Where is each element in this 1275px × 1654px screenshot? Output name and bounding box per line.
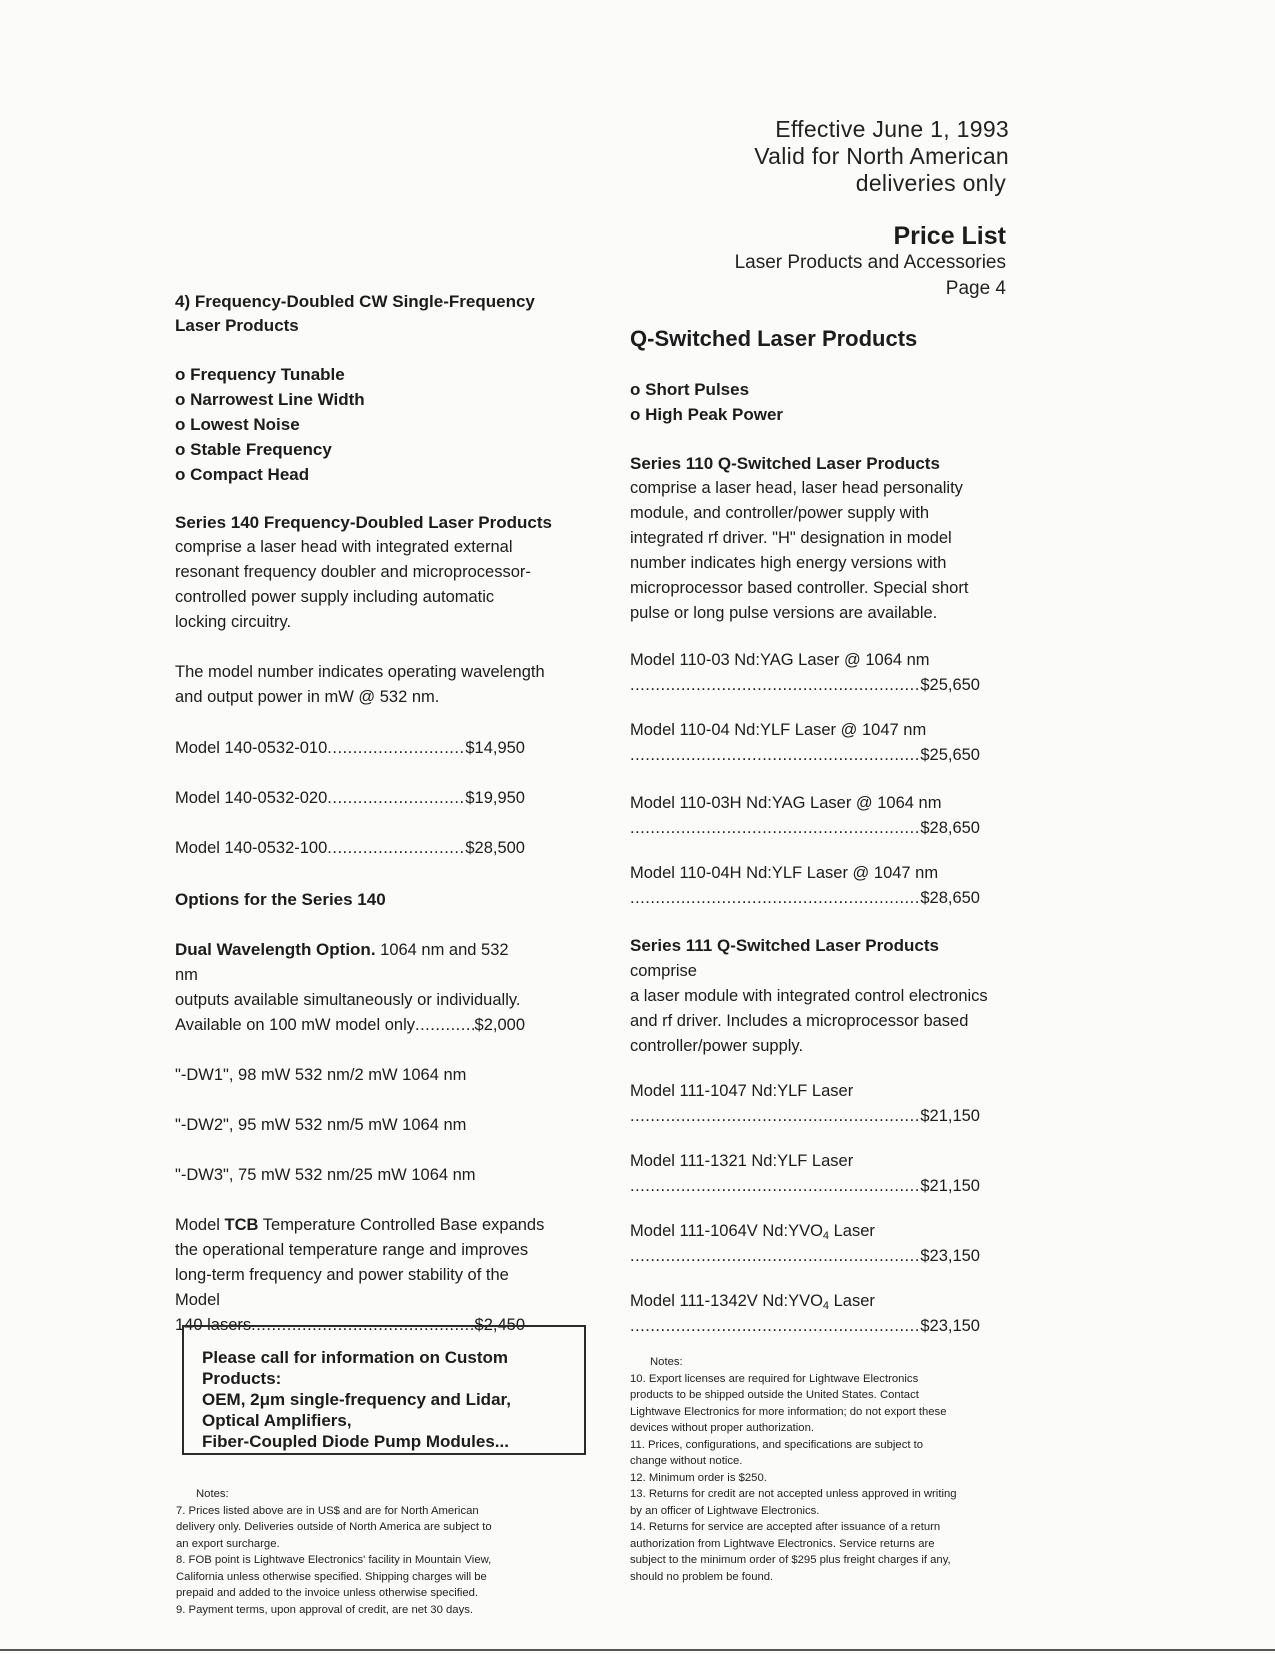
- notes-title: Notes:: [196, 1488, 229, 1500]
- note-line: an export surcharge.: [176, 1537, 280, 1550]
- model-name: [630, 1219, 980, 1244]
- model-price: $28,500: [465, 839, 525, 857]
- dw-variant: "-DW2", 95 mW 532 nm/5 mW 1064 nm: [175, 1116, 467, 1134]
- note-line: 7. Prices listed above are in US$ and are for North American: [176, 1504, 479, 1517]
- model-price: $28,650: [920, 889, 980, 907]
- note-line: products to be shipped outside the United States. Contact: [630, 1389, 919, 1401]
- valid-region: Valid for North American: [754, 143, 1009, 169]
- series110-description: [630, 476, 1010, 626]
- note-line: 14. Returns for service are accepted after issuance of a return: [630, 1521, 941, 1533]
- model-number-note: [175, 660, 565, 710]
- model-name: Model 140-0532-100: [175, 839, 328, 857]
- custom-products-box: [182, 1325, 586, 1455]
- series140-price-list: [175, 736, 525, 861]
- right-column: [630, 326, 1010, 1339]
- price-list-subtitle: Laser Products and Accessories: [734, 252, 1006, 273]
- price-row: [630, 743, 980, 768]
- dw-variant: "-DW1", 98 mW 532 nm/2 mW 1064 nm: [175, 1066, 467, 1084]
- note-line: change without notice.: [630, 1455, 743, 1467]
- tcb-text: Temperature Controlled Base expands: [262, 1216, 545, 1234]
- model-name: [630, 1149, 980, 1174]
- note-line: devices without proper authorization.: [630, 1422, 814, 1434]
- price-row: [630, 673, 980, 698]
- tcb-line: long-term frequency and power stability of the Model: [175, 1266, 509, 1309]
- model-price: $25,650: [920, 676, 980, 694]
- desc-line: comprise a laser head with integrated external: [175, 538, 513, 556]
- bullet-item: o Stable Frequency: [175, 440, 332, 459]
- box-line: [202, 1389, 584, 1410]
- price-row: [175, 1013, 525, 1038]
- model-name-text: Model 111-1047 Nd:YLF Laser: [630, 1082, 854, 1100]
- series140-description: [175, 535, 565, 635]
- model-price: $25,650: [920, 746, 980, 764]
- page-bottom-edge: [0, 1649, 1275, 1651]
- model-name: [630, 1289, 980, 1314]
- note-line: California unless otherwise specified. Shipping charges will be: [176, 1570, 487, 1583]
- box-text: m single-frequency and Lidar,: [270, 1390, 511, 1409]
- tcb-prefix: Model: [175, 1216, 220, 1234]
- dual-option-price: $2,000: [474, 1016, 525, 1034]
- subscript: 4: [822, 1300, 830, 1312]
- note-line: 9. Payment terms, upon approval of credit, are net 30 days.: [176, 1603, 474, 1616]
- price-row: [630, 1104, 980, 1129]
- subscript: 4: [822, 1230, 830, 1242]
- box-line: Please call for information on Custom Products:: [202, 1348, 509, 1388]
- options-title: Options for the Series 140: [175, 890, 386, 909]
- box-text: OEM, 2: [202, 1390, 260, 1409]
- model-price: $28,650: [920, 819, 980, 837]
- desc-line: and rf driver. Includes a microprocessor based: [630, 1012, 969, 1030]
- series111-description: [630, 933, 1010, 1059]
- desc-line: number indicates high energy versions with: [630, 554, 947, 572]
- note-line: 11. Prices, configurations, and specifications are subject to: [630, 1438, 924, 1451]
- tcb-line: the operational temperature range and improves: [175, 1241, 529, 1259]
- bullet-item: o High Peak Power: [630, 405, 784, 424]
- tcb-option: [175, 1213, 547, 1338]
- notes-title: Notes:: [650, 1356, 683, 1368]
- price-row: [630, 816, 980, 841]
- bullet-item: o Narrowest Line Width: [175, 390, 365, 409]
- left-column: [175, 290, 565, 1338]
- section-title-line2: Laser Products: [175, 316, 299, 335]
- desc-line: comprise: [630, 962, 697, 980]
- model-name: Model 110-04H Nd:YLF Laser @ 1047 nm: [630, 864, 939, 882]
- model-name: Model 140-0532-020: [175, 789, 328, 807]
- desc-line: controlled power supply including automatic: [175, 588, 495, 606]
- series111-title: Series 111 Q-Switched Laser Products: [630, 936, 939, 955]
- note-line: should no problem be found.: [630, 1570, 774, 1583]
- note-line: Lightwave Electronics for more information; do not export these: [630, 1405, 947, 1418]
- desc-line: microprocessor based controller. Special short: [630, 579, 969, 597]
- price-row: [630, 886, 980, 911]
- note-line: and output power in mW @ 532 nm.: [175, 688, 440, 706]
- dual-option-label: Dual Wavelength Option.: [175, 940, 376, 959]
- section-title-line1: 4) Frequency-Doubled CW Single-Frequency: [175, 292, 535, 311]
- note-line: 12. Minimum order is $250.: [630, 1471, 767, 1484]
- right-notes: [630, 1354, 1010, 1585]
- box-line: Fiber-Coupled Diode Pump Modules...: [202, 1432, 509, 1451]
- series140-title: Series 140 Frequency-Doubled Laser Products: [175, 513, 552, 532]
- model-name-tail: Laser: [829, 1222, 875, 1240]
- bullet-item: o Lowest Noise: [175, 415, 300, 434]
- desc-line: resonant frequency doubler and microprocessor-: [175, 563, 531, 581]
- note-line: The model number indicates operating wavelength: [175, 663, 545, 681]
- model-price: $23,150: [920, 1317, 980, 1335]
- desc-line: pulse or long pulse versions are available.: [630, 604, 938, 622]
- desc-line: integrated rf driver. "H" designation in model: [630, 529, 952, 547]
- note-line: authorization from Lightwave Electronics. Service returns are: [630, 1537, 935, 1550]
- model-name: Model 140-0532-010: [175, 739, 328, 757]
- desc-line: comprise a laser head, laser head personality: [630, 479, 963, 497]
- note-line: by an officer of Lightwave Electronics.: [630, 1504, 820, 1517]
- price-row: [175, 786, 525, 811]
- series110-title: Series 110 Q-Switched Laser Products: [630, 454, 940, 473]
- tcb-line: 140 lasers: [175, 1316, 252, 1334]
- model-price: $23,150: [920, 1247, 980, 1265]
- qswitched-title: Q-Switched Laser Products: [630, 326, 918, 351]
- dual-option-text: 1064 nm and 532 nm: [175, 941, 509, 984]
- model-name-tail: Laser: [829, 1292, 875, 1310]
- model-name: Model 110-03H Nd:YAG Laser @ 1064 nm: [630, 794, 942, 812]
- bullet-item: o Frequency Tunable: [175, 365, 345, 384]
- desc-line: controller/power supply.: [630, 1037, 804, 1055]
- price-list-title: Price List: [893, 222, 1006, 250]
- model-price: $14,950: [465, 739, 525, 757]
- price-row: [175, 736, 525, 761]
- model-name: Model 110-04 Nd:YLF Laser @ 1047 nm: [630, 721, 927, 739]
- series111-price-list: [630, 1079, 980, 1339]
- mu-symbol: μ: [259, 1390, 271, 1409]
- model-name: Model 110-03 Nd:YAG Laser @ 1064 nm: [630, 651, 930, 669]
- qswitched-bullets: [630, 377, 1010, 427]
- effective-date: Effective June 1, 1993: [775, 116, 1009, 142]
- page-number: Page 4: [945, 278, 1006, 299]
- bullet-item: o Compact Head: [175, 465, 310, 484]
- price-row: [630, 1244, 980, 1269]
- note-line: 10. Export licenses are required for Lightwave Electronics: [630, 1372, 919, 1385]
- dual-option-line: outputs available simultaneously or individually.: [175, 991, 521, 1009]
- feature-bullets: [175, 362, 565, 487]
- desc-line: a laser module with integrated control electronics: [630, 987, 988, 1005]
- deliveries-only: deliveries only: [855, 170, 1006, 196]
- price-row: [175, 836, 525, 861]
- dual-wavelength-option: [175, 937, 525, 1038]
- bullet-item: o Short Pulses: [630, 380, 750, 399]
- desc-line: locking circuitry.: [175, 613, 292, 631]
- note-line: 13. Returns for credit are not accepted unless approved in writing: [630, 1488, 957, 1500]
- price-row: [630, 1314, 980, 1339]
- left-notes: [176, 1486, 576, 1618]
- series110-price-list: [630, 648, 980, 911]
- dual-option-line: Available on 100 mW model only: [175, 1016, 415, 1034]
- dw-variant: "-DW3", 75 mW 532 nm/25 mW 1064 nm: [175, 1166, 476, 1184]
- dw-variants: [175, 1063, 565, 1188]
- note-line: prepaid and added to the invoice unless otherwise specified.: [176, 1587, 479, 1599]
- model-price: $21,150: [920, 1177, 980, 1195]
- box-line: Optical Amplifiers,: [202, 1411, 352, 1430]
- note-line: 8. FOB point is Lightwave Electronics' facility in Mountain View,: [176, 1554, 492, 1566]
- model-name-text: Model 111-1342V Nd:YVO: [630, 1292, 823, 1310]
- tcb-price: $2,450: [474, 1316, 525, 1334]
- model-name: [630, 1079, 980, 1104]
- model-name-text: Model 111-1321 Nd:YLF Laser: [630, 1152, 854, 1170]
- model-price: $19,950: [465, 789, 525, 807]
- note-line: delivery only. Deliveries outside of North America are subject to: [176, 1521, 492, 1533]
- tcb-label: TCB: [224, 1216, 259, 1234]
- model-price: $21,150: [920, 1107, 980, 1125]
- model-name-text: Model 111-1064V Nd:YVO: [630, 1222, 823, 1240]
- price-row: [630, 1174, 980, 1199]
- note-line: subject to the minimum order of $295 plus freight charges if any,: [630, 1554, 951, 1566]
- desc-line: module, and controller/power supply with: [630, 504, 929, 522]
